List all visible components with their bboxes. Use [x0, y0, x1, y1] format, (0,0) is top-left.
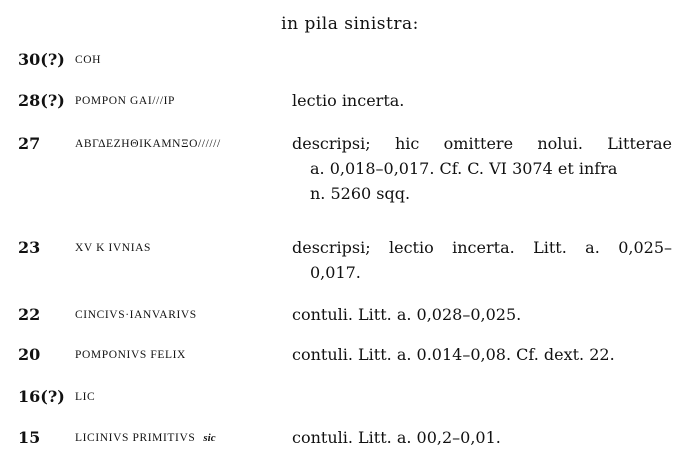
inscription-text: [75, 432, 216, 444]
comment-line: contuli. Litt. a. 0,028–0,025.: [292, 305, 522, 324]
entry-number: 28(?): [18, 91, 65, 110]
inscription-main: LICINIVS PRIMITIVS: [75, 432, 196, 444]
entry-number: 30(?): [18, 50, 65, 69]
comment-line: lectio incerta.: [292, 91, 405, 110]
entry-number: 22: [18, 305, 41, 324]
entry-comment: [292, 235, 672, 285]
inscription-text: COH: [75, 54, 102, 66]
comment-line: descripsi; lectio incerta. Litt. a. 0,025–: [292, 238, 672, 257]
comment-line: descripsi; hic omittere nolui. Litterae: [292, 134, 672, 153]
inscription-text: POMPONIVS FELIX: [75, 349, 186, 361]
entry-comment: [292, 131, 672, 206]
entry-number: 20: [18, 345, 41, 364]
entry-number: 27: [18, 134, 41, 153]
sic-marker: sic: [203, 432, 216, 444]
inscription-text: ΑΒΓΔΕΖΗΘΙΚΑΜΝΞΟ//////: [75, 138, 221, 150]
entry-number: 23: [18, 238, 41, 257]
page-heading: in pila sinistra:: [281, 14, 419, 34]
comment-line: a. 0,018–0,017. Cf. C. VI 3074 et infra: [310, 159, 618, 178]
entry-comment: [292, 302, 672, 327]
comment-line: contuli. Litt. a. 0.014–0,08. Cf. dext. 22.: [292, 345, 615, 364]
inscription-text: CINCIVS·IANVARIVS: [75, 309, 197, 321]
entry-number: 16(?): [18, 387, 65, 406]
entry-number: 15: [18, 428, 41, 447]
entry-comment: [292, 342, 672, 367]
comment-line: n. 5260 sqq.: [310, 184, 411, 203]
entry-comment: [292, 425, 672, 450]
inscription-text: POMPON GAI///IP: [75, 95, 176, 107]
comment-line: contuli. Litt. a. 00,2–0,01.: [292, 428, 501, 447]
comment-line: 0,017.: [310, 263, 361, 282]
entry-comment: [292, 88, 672, 113]
inscription-text: LIC: [75, 391, 96, 403]
inscription-text: XV K IVNIAS: [75, 242, 152, 254]
